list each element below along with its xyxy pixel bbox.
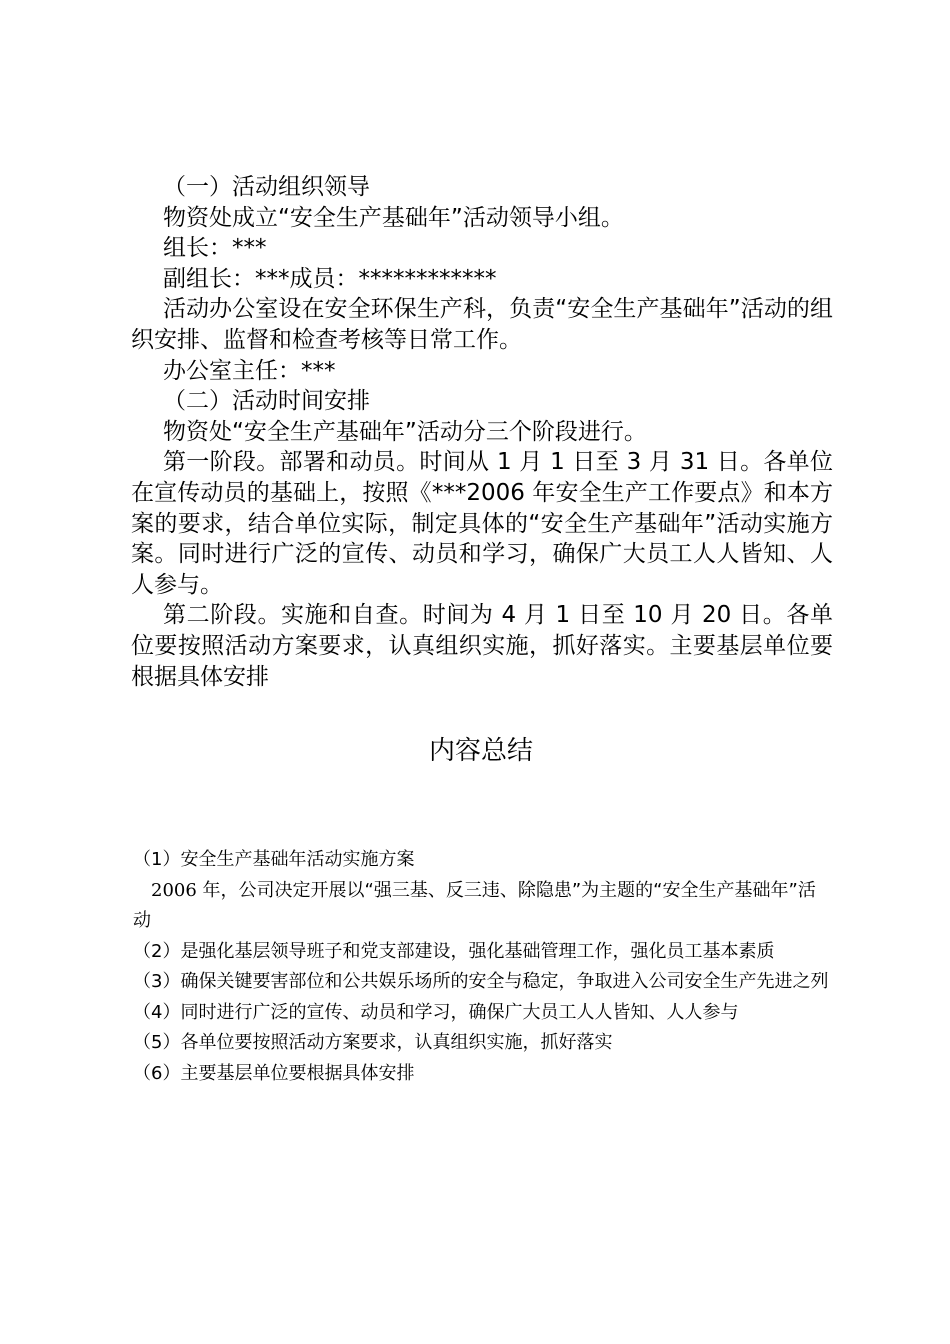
summary-intro <box>133 876 833 937</box>
summary-item-4: （4）同时进行广泛的宣传、动员和学习，确保广大员工人人皆知、人人参与 <box>133 1001 739 1023</box>
document-body <box>131 172 833 692</box>
summary-intro-text: 年，公司决定开展以“强三基、反三违、除隐患”为主题的“安全生产基础年”活动 <box>133 879 816 931</box>
summary-item-5: （5）各单位要按照活动方案要求，认真组织实施，抓好落实 <box>133 1032 613 1053</box>
paragraph-office: 活动办公室设在安全环保生产科，负责“安全生产基础年”活动的组织安排、监督和检查考核等日常工作。 <box>131 296 833 353</box>
paragraph-office-director: 办公室主任：*** <box>163 357 336 384</box>
paragraph-stage-one: 第一阶段。部署和动员。时间从 1 月 1 日至 3 月 31 日。各单位在宣传动员的基础上，按照《***2006 年安全生产工作要点》和本方案的要求，结合单位实际，制定具体的“安全生产基础年”活动实施方案。同时进行广泛的宣传、动员和学习，确保广大员工人人皆知、人人参与。 <box>131 449 833 598</box>
summary-item-2: （2）是强化基层领导班子和党支部建设，强化基础管理工作，强化员工基本素质 <box>133 940 775 962</box>
summary-intro-year: 2006 <box>151 879 197 901</box>
summary-item-1: （1）安全生产基础年活动实施方案 <box>133 849 415 870</box>
paragraph-group-leader: 组长：*** <box>163 235 267 262</box>
summary-item-3: （3）确保关键要害部位和公共娱乐场所的安全与稳定，争取进入公司安全生产先进之列 <box>133 971 829 992</box>
section-heading-organization: （一）活动组织领导 <box>163 174 370 200</box>
paragraph-three-stages: 物资处“安全生产基础年”活动分三个阶段进行。 <box>163 418 647 445</box>
paragraph-leading-group: 物资处成立“安全生产基础年”活动领导小组。 <box>163 204 624 231</box>
paragraph-stage-two: 第二阶段。实施和自查。时间为 4 月 1 日至 10 月 20 日。各单位要按照活动方案要求，认真组织实施，抓好落实。主要基层单位要根据具体安排 <box>131 602 833 690</box>
paragraph-deputy-leader: 副组长：***成员：************ <box>163 265 497 292</box>
summary-title: 内容总结 <box>428 736 533 766</box>
summary-list <box>133 845 833 1089</box>
summary-item-6: （6）主要基层单位要根据具体安排 <box>133 1062 415 1084</box>
section-heading-schedule: （二）活动时间安排 <box>163 388 370 415</box>
